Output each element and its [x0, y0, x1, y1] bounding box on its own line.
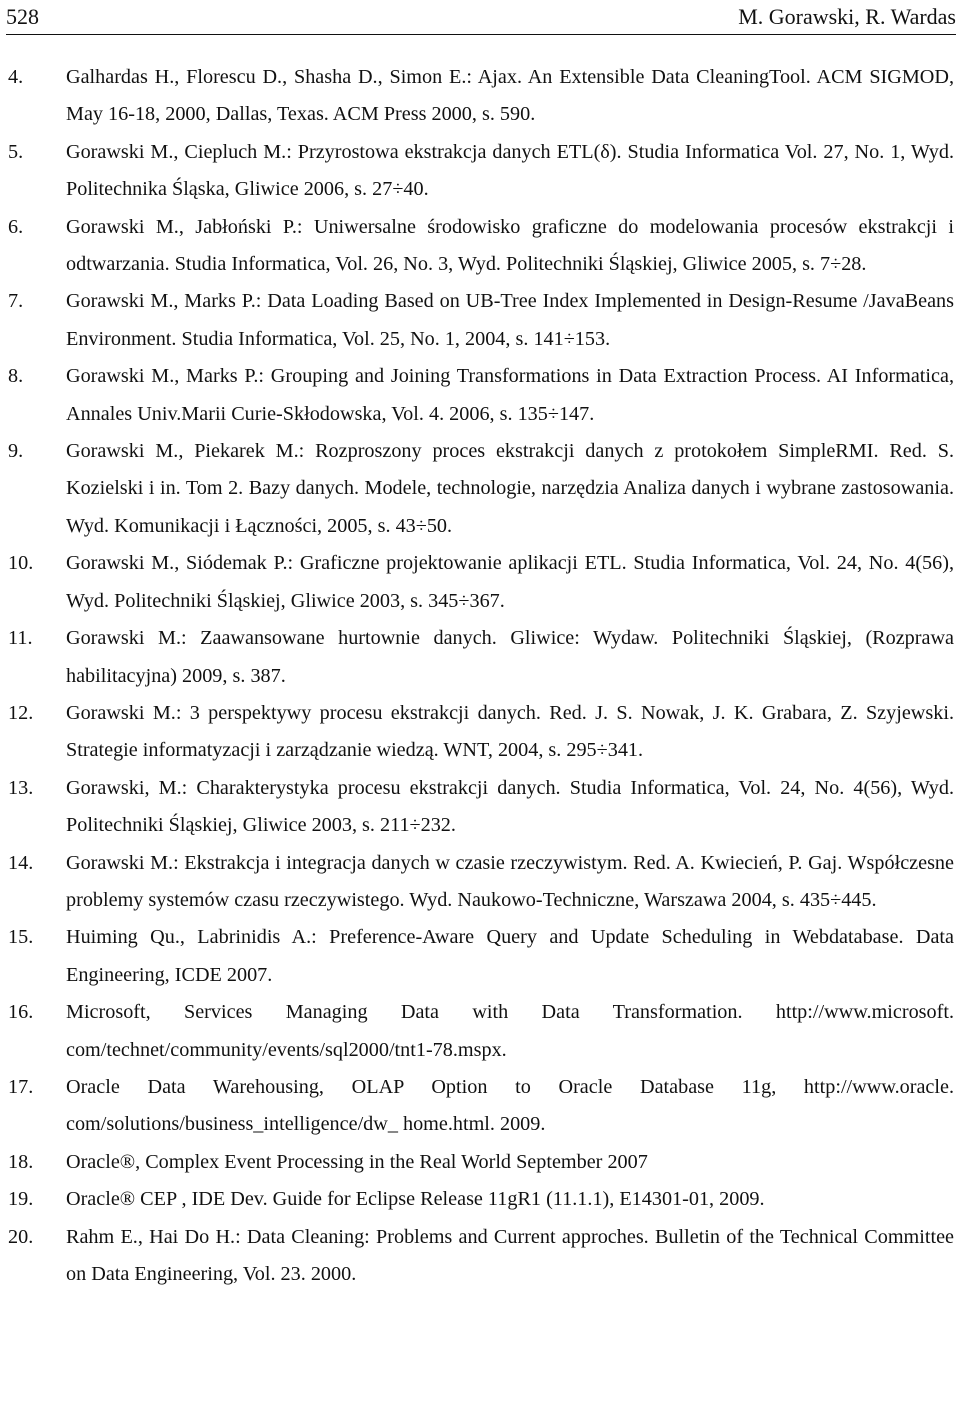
reference-item — [0, 695, 960, 770]
reference-text: Gorawski M., Jabłoński P.: Uniwersalne środowisko graficzne do modelowania procesów ekstrakcji i odtwarzania. Studia Informatica, Vol. 26, No. 3, Wyd. Politechniki Śląskiej, Gliwice 2005, s. 7÷28. — [66, 215, 954, 276]
reference-item — [0, 1219, 960, 1294]
reference-number: 16. — [8, 1001, 34, 1024]
reference-item — [0, 994, 960, 1069]
reference-text: Rahm E., Hai Do H.: Data Cleaning: Problems and Current approches. Bulletin of the Technical Committee on Data Engineering, Vol. 23. 2000. — [66, 1225, 954, 1285]
reference-text: Huiming Qu., Labrinidis A.: Preference-Aware Query and Update Scheduling in Webdatabase. Data Engineering, ICDE 2007. — [66, 926, 954, 986]
reference-text: Gorawski M.: Zaawansowane hurtownie danych. Gliwice: Wydaw. Politechniki Śląskiej, (Rozprawa habilitacyjna) 2009, s. 387. — [66, 627, 954, 687]
reference-number: 15. — [8, 926, 34, 949]
reference-number: 7. — [8, 290, 24, 313]
reference-item — [0, 433, 960, 545]
reference-number: 11. — [8, 627, 33, 650]
reference-text: Gorawski, M.: Charakterystyka procesu ekstrakcji danych. Studia Informatica, Vol. 24, No. 4(56), Wyd. Politechniki Śląskiej, Gliwice 2003, s. 211÷232. — [66, 776, 954, 837]
reference-item — [0, 209, 960, 284]
reference-number: 14. — [8, 851, 34, 874]
reference-text: Gorawski M., Marks P.: Grouping and Joining Transformations in Data Extraction Process. AI Informatica, Annales Univ.Marii Curie-Skłodowska, Vol. 4. 2006, s. 135÷147. — [66, 365, 954, 425]
reference-text: Galhardas H., Florescu D., Shasha D., Simon E.: Ajax. An Extensible Data CleaningTool. ACM SIGMOD, May 16-18, 2000, Dallas, Texas. ACM Press 2000, s. 590. — [66, 66, 954, 126]
reference-item — [0, 1069, 960, 1144]
reference-item — [0, 59, 960, 134]
reference-number: 12. — [8, 701, 34, 724]
reference-text: Gorawski M., Siódemak P.: Graficzne projektowanie aplikacji ETL. Studia Informatica, Vol. 24, No. 4(56), Wyd. Politechniki Śląskiej, Gliwice 2003, s. 345÷367. — [66, 552, 954, 612]
reference-text: Gorawski M.: Ekstrakcja i integracja danych w czasie rzeczywistym. Red. A. Kwiecień, P. Gaj. Współczesne problemy systemów czasu rzeczywistego. Wyd. Naukowo-Techniczne, Warszawa 2004, s. 435÷445. — [66, 851, 954, 911]
reference-number: 13. — [8, 776, 34, 799]
reference-number: 17. — [8, 1075, 34, 1098]
reference-item — [0, 845, 960, 920]
page-number: 528 — [6, 4, 39, 29]
reference-text: Oracle Data Warehousing, OLAP Option to Oracle Database 11g, http://www.oracle. com/solutions/business_intelligence/dw_ home.html. 2009. — [66, 1075, 954, 1136]
page-header — [6, 0, 956, 30]
reference-number: 19. — [8, 1188, 34, 1211]
reference-number: 4. — [8, 66, 24, 88]
reference-item — [0, 919, 960, 994]
reference-number: 18. — [8, 1150, 34, 1173]
running-title: M. Gorawski, R. Wardas — [738, 4, 956, 29]
reference-text: Gorawski M., Marks P.: Data Loading Based on UB-Tree Index Implemented in Design-Resume /JavaBeans Environment. Studia Informatica, Vol. 25, No. 1, 2004, s. 141÷153. — [66, 290, 954, 350]
reference-item — [0, 1181, 960, 1218]
reference-item — [0, 545, 960, 620]
reference-text: Oracle®, Complex Event Processing in the Real World September 2007 — [66, 1150, 648, 1173]
reference-item — [0, 1144, 960, 1181]
reference-item — [0, 620, 960, 695]
reference-item — [0, 770, 960, 845]
reference-item — [0, 134, 960, 209]
reference-number: 9. — [8, 440, 24, 463]
reference-text: Gorawski M., Ciepluch M.: Przyrostowa ekstrakcja danych ETL(δ). Studia Informatica Vol. 27, No. 1, Wyd. Politechnika Śląska, Gliwice 2006, s. 27÷40. — [66, 140, 954, 201]
reference-number: 5. — [8, 140, 24, 163]
reference-number: 6. — [8, 215, 24, 238]
reference-item — [0, 358, 960, 433]
reference-text: Oracle® CEP , IDE Dev. Guide for Eclipse Release 11gR1 (11.1.1), E14301-01, 2009. — [66, 1188, 765, 1211]
header-rule — [6, 34, 956, 35]
reference-item — [0, 283, 960, 358]
reference-text: Gorawski M.: 3 perspektywy procesu ekstrakcji danych. Red. J. S. Nowak, J. K. Grabara, Z. Szyjewski. Strategie informatyzacji i zarządzanie wiedzą. WNT, 2004, s. 295÷341. — [66, 701, 954, 762]
reference-text: Microsoft, Services Managing Data with Data Transformation. http://www.microsoft. com/technet/community/events/sql2000/tnt1-78.mspx. — [66, 1001, 954, 1061]
reference-number: 20. — [8, 1225, 34, 1248]
reference-number: 10. — [8, 552, 34, 575]
reference-text: Gorawski M., Piekarek M.: Rozproszony proces ekstrakcji danych z protokołem SimpleRMI. Red. S. Kozielski i in. Tom 2. Bazy danych. Modele, technologie, narzędzia Analiza danych i wybrane zastosowania. Wyd. Komunikacji i Łączności, 2005, s. 43÷50. — [66, 440, 954, 537]
reference-list — [0, 59, 960, 1293]
reference-number: 8. — [8, 365, 24, 388]
